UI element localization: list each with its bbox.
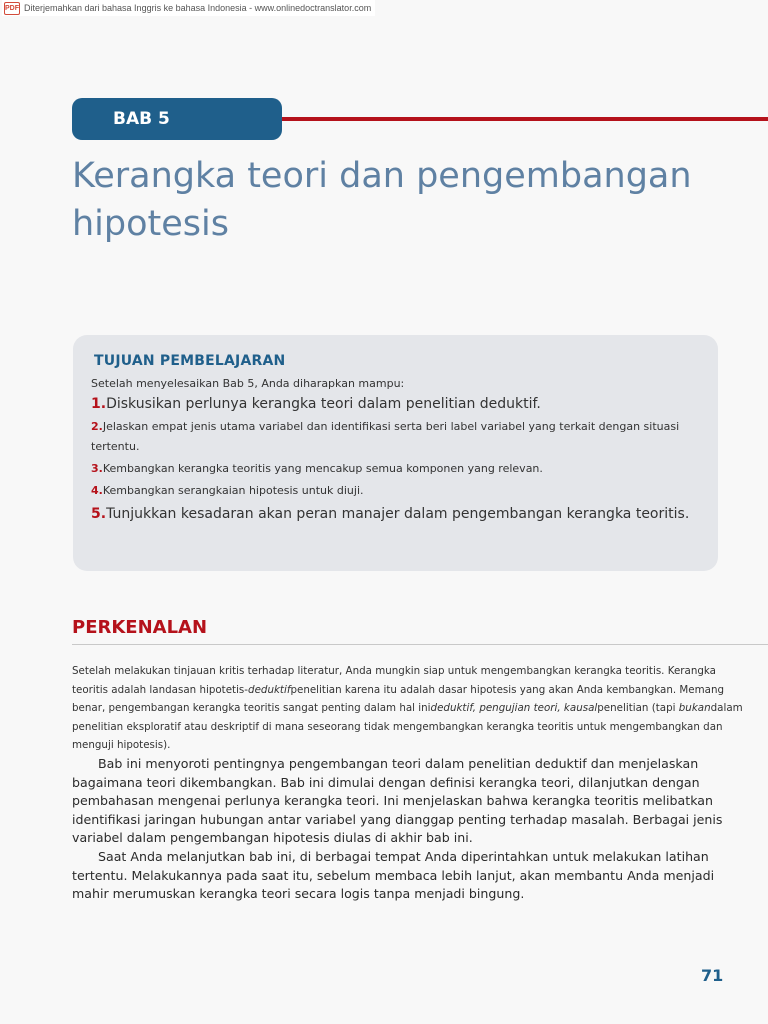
objective-number: 3. (91, 462, 103, 475)
objective-text: Kembangkan kerangka teoritis yang mencakup semua komponen yang relevan. (102, 462, 543, 475)
intro-emphasis: deduktif, pengujian teori, kausal (430, 702, 598, 714)
section-divider (72, 644, 768, 645)
intro-emphasis: bukan (678, 702, 711, 714)
intro-text: dalam penelitian eksploratif atau deskriptif di mana seseorang tidak mengembangkan kerangka teoritis untuk mengembangkan dan menguji hipotesis). (72, 702, 743, 751)
section-heading-introduction: PERKENALAN (72, 617, 208, 638)
objectives-intro: Setelah menyelesaikan Bab 5, Anda diharapkan mampu: (91, 377, 405, 390)
objective-item (91, 393, 700, 415)
objective-text: Jelaskan empat jenis utama variabel dan identifikasi serta beri label variabel yang terkait dengan situasi tertentu. (91, 420, 680, 453)
objective-text: Kembangkan serangkaian hipotesis untuk diuji. (102, 484, 364, 497)
objectives-heading: TUJUAN PEMBELAJARAN (94, 353, 286, 369)
intro-text: Setelah melakukan tinjauan kritis terhadap literatur, Anda mungkin siap untuk mengembangkan kerangka teoritis. Kerangka teoritis adalah landasan hipotetis- (72, 665, 716, 696)
body-text (72, 755, 752, 904)
translator-banner[interactable] (2, 0, 375, 16)
objective-item (91, 459, 700, 479)
pdf-icon: PDF (4, 2, 20, 15)
objective-text: Diskusikan perlunya kerangka teori dalam penelitian deduktif. (106, 396, 541, 412)
intro-text: penelitian (tapi (597, 702, 679, 714)
chapter-rule (280, 117, 768, 121)
chapter-label-text: BAB 5 (113, 109, 170, 129)
chapter-label (72, 98, 282, 140)
objective-number: 1. (91, 396, 107, 412)
intro-emphasis: deduktif (248, 683, 291, 696)
body-paragraph: Saat Anda melanjutkan bab ini, di berbagai tempat Anda diperintahkan untuk melakukan latihan tertentu. Melakukannya pada saat itu, sebelum membaca lebih lanjut, akan membantu Anda menjadi mahir merumuskan kerangka teori secara logis tanpa menjadi bingung. (72, 848, 715, 902)
objective-item (91, 417, 700, 457)
objective-item (91, 481, 700, 501)
page-number: 71 (701, 966, 724, 985)
intro-paragraph (72, 662, 744, 755)
objective-item (91, 503, 700, 525)
intro-text: penelitian karena itu adalah dasar hipotesis yang akan Anda kembangkan. Memang benar, pengembangan kerangka teoritis sangat penting dalam hal ini (72, 683, 725, 714)
objective-number: 2. (91, 420, 103, 433)
objective-number: 4. (91, 484, 103, 497)
objective-text: Tunjukkan kesadaran akan peran manajer dalam pengembangan kerangka teoritis. (106, 506, 690, 522)
translator-banner-text[interactable]: Diterjemahkan dari bahasa Inggris ke bahasa Indonesia - www.onlinedoctranslator.com (24, 3, 372, 13)
body-paragraph: Bab ini menyoroti pentingnya pengembangan teori dalam penelitian deduktif dan menjelaskan bagaimana teori dikembangkan. Bab ini dimulai dengan definisi kerangka teori, dilanjutkan dengan pembahasan mengenai perlunya kerangka teori. Ini menjelaskan bahwa kerangka teoritis melibatkan identifikasi jaringan hubungan antar variabel yang dianggap penting terhadap masalah. Berbagai jenis variabel dalam pengembangan hipotesis diulas di akhir bab ini. (72, 756, 723, 846)
objective-number: 5. (91, 506, 107, 522)
learning-objectives-box (73, 335, 718, 571)
chapter-title: Kerangka teori dan pengembangan hipotesis (72, 156, 692, 244)
objectives-list (91, 393, 700, 525)
